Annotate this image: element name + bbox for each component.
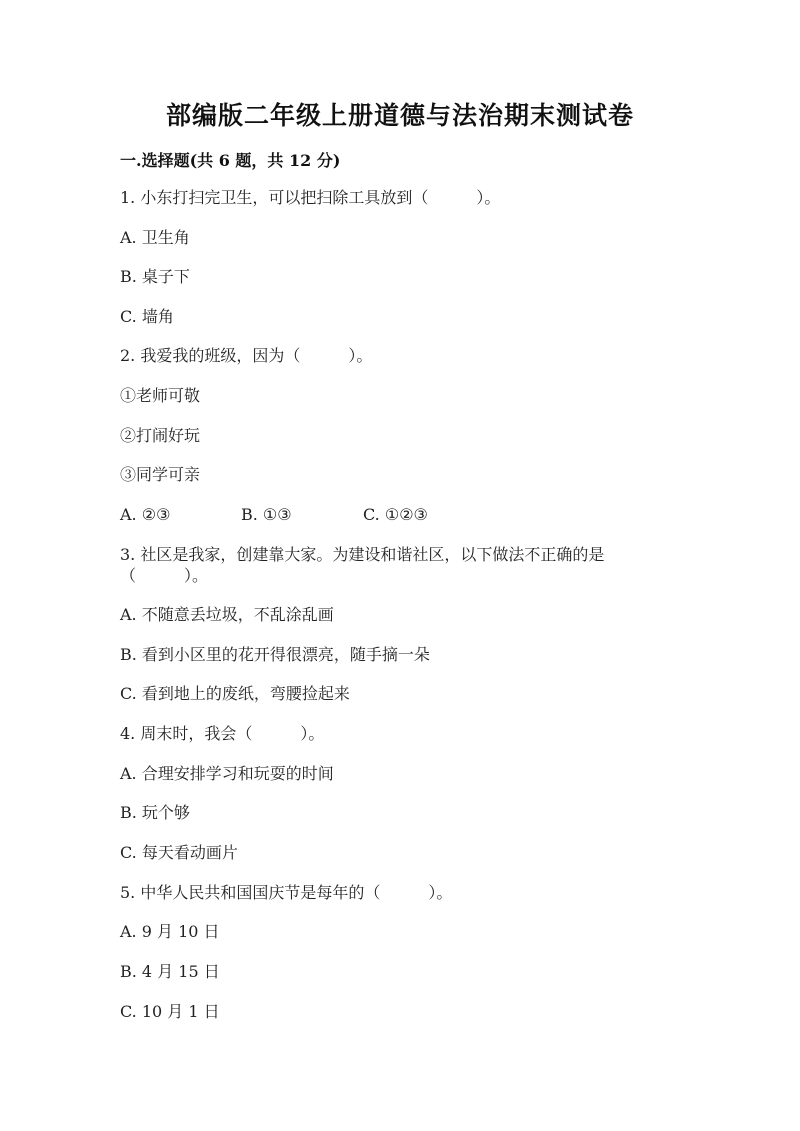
question-3-stem-line-1: 3. 社区是我家，创建靠大家。为建设和谐社区，以下做法不正确的是 [120,545,605,564]
question-2-option-c[interactable]: C. ①②③ [363,505,428,524]
question-2-stem: 2. 我爱我的班级，因为（ ）。 [120,346,373,365]
question-3-stem-line-2: （ ）。 [120,566,209,585]
question-3-option-a[interactable]: A. 不随意丢垃圾，不乱涂乱画 [120,605,334,624]
question-2-options [120,504,680,526]
question-4-stem: 4. 周末时，我会（ ）。 [120,724,325,743]
question-5-option-b[interactable]: B. 4 月 15 日 [120,962,220,981]
page-title: 部编版二年级上册道德与法治期末测试卷 [165,101,634,130]
question-1-option-a[interactable]: A. 卫生角 [120,228,190,247]
question-5-option-c[interactable]: C. 10 月 1 日 [120,1002,220,1021]
question-2-option-a[interactable]: A. ②③ [120,505,171,524]
question-5-stem: 5. 中华人民共和国国庆节是每年的（ ）。 [120,883,453,902]
question-2-item-2: ②打闹好玩 [120,426,201,445]
question-1-option-c[interactable]: C. 墙角 [120,307,174,326]
section-heading: 一.选择题(共 6 题，共 12 分) [120,151,341,170]
question-3-option-b[interactable]: B. 看到小区里的花开得很漂亮，随手摘一朵 [120,645,430,664]
question-1-option-b[interactable]: B. 桌子下 [120,267,190,286]
question-4-option-b[interactable]: B. 玩个够 [120,803,190,822]
question-5-option-a[interactable]: A. 9 月 10 日 [120,922,220,941]
question-2-item-3: ③同学可亲 [120,465,201,484]
question-1-stem: 1. 小东打扫完卫生，可以把扫除工具放到（ ）。 [120,188,501,207]
question-2-item-1: ①老师可敬 [120,386,201,405]
question-3-option-c[interactable]: C. 看到地上的废纸，弯腰捡起来 [120,684,350,703]
question-4-option-c[interactable]: C. 每天看动画片 [120,843,238,862]
question-4-option-a[interactable]: A. 合理安排学习和玩耍的时间 [120,764,334,783]
question-2-option-b[interactable]: B. ①③ [241,505,292,524]
